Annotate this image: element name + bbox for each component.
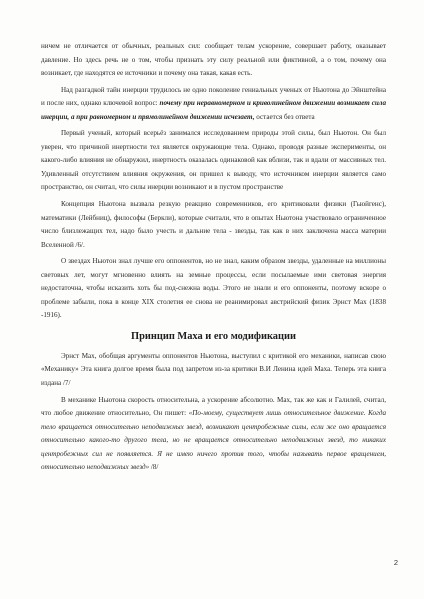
paragraph-7-text: В механике Ньютона скорость относительна, а ускорение абсолютно. Мах, так же как и Галилей, считал, что любое движение относительно, Он пишет:	[41, 395, 386, 418]
paragraph-6: Эрнст Мах, обобщая аргументы оппонентов Ньютона, выступил с критикой его механики, написав свою «Механику» Эта книга долгое время была под запретом из-за критики В.И Ленина идей Маха. Теперь эта книга издана /7/	[41, 351, 386, 388]
paragraph-2	[41, 84, 386, 125]
paragraph-2-text: Над разгадкой тайн инерции трудилось не одно поколение гениальных ученых от Ньютона до Эйнштейна и после них, однако ключевой вопрос:	[41, 85, 386, 108]
paragraph-4: Концепция Ньютона вызвала резкую реакцию современников, его критиковали физики (Гьюйгенс), математики (Лейбниц), философы (Беркли), которые считали, что в опытах Ньютона участвовало ограниченное число близлежащих тел, надо было учесть и дальние тела - звезды, так как в них заключена масса материи Вселенной /6/.	[41, 200, 386, 249]
paragraph-2-tail: остается без ответа	[254, 112, 315, 121]
paragraph-7-quote: «По-моему, существует лишь относительное движение. Когда тело вращается относительно неподвижных звезд, возникают центробежные силы, если же оно вращается относительно какого-то другого тела, но не вращается относительно неподвижных звезд, то никаких центробежных сил не появляется. Я не имею ничего против того, чтобы называть первое вращением, относительно неподвижных звезд»	[41, 409, 386, 472]
paragraph-5: О звездах Ньютон знал лучше его оппонентов, но не знал, каким образом звезды, удаленные на миллионы световых лет, могут мгновенно влиять на земные процессы, если посылаемые ими световая энергия недостаточна, чтобы исказить хоть бы под-снежна воды. Этого не знали и его оппоненты, поэтому вскоре о проблеме забыли, пока в конце XIX столетия ее снова не реанимировал австрийский физик Эрнст Мах (1838 -1916).	[41, 257, 386, 320]
paragraph-1: ничем не отличается от обычных, реальных сил: сообщает телам ускорение, совершает работу, оказывает давление. Но здесь речь не о том, чтобы признать эту силу реальной или фиктивной, а о том, почему она возникает, где находятся ее источники и почему она такая, какая есть.	[41, 42, 386, 78]
paragraph-7	[41, 394, 386, 475]
paragraph-7-citation: /8/	[149, 463, 159, 472]
section-heading: Принцип Маха и его модификации	[131, 330, 296, 342]
page-body	[41, 40, 386, 475]
paragraph-2-emphasis: почему при неравномерном и криволинейном движении возникает сила инерции, а при равномерном и прямолинейном движении исчезает,	[41, 99, 386, 121]
paragraph-3: Первый ученый, который всерьёз занимался исследованием природы этой силы, был Ньютон. Он был уверен, что причиной инертности тел является окружающие тела. Однако, проводя разные эксперименты, он какого-либо влияния не обнаружил, инертность оказалась одинаковой как вблизи, так и вдали от массивных тел. Удивленный отсутствием влияния окружения, он пришел к выводу, что источником инерции является само пространство, он считал, что силы инерции возникают и в пустом пространстве	[41, 129, 386, 192]
page-number: 2	[393, 558, 398, 567]
